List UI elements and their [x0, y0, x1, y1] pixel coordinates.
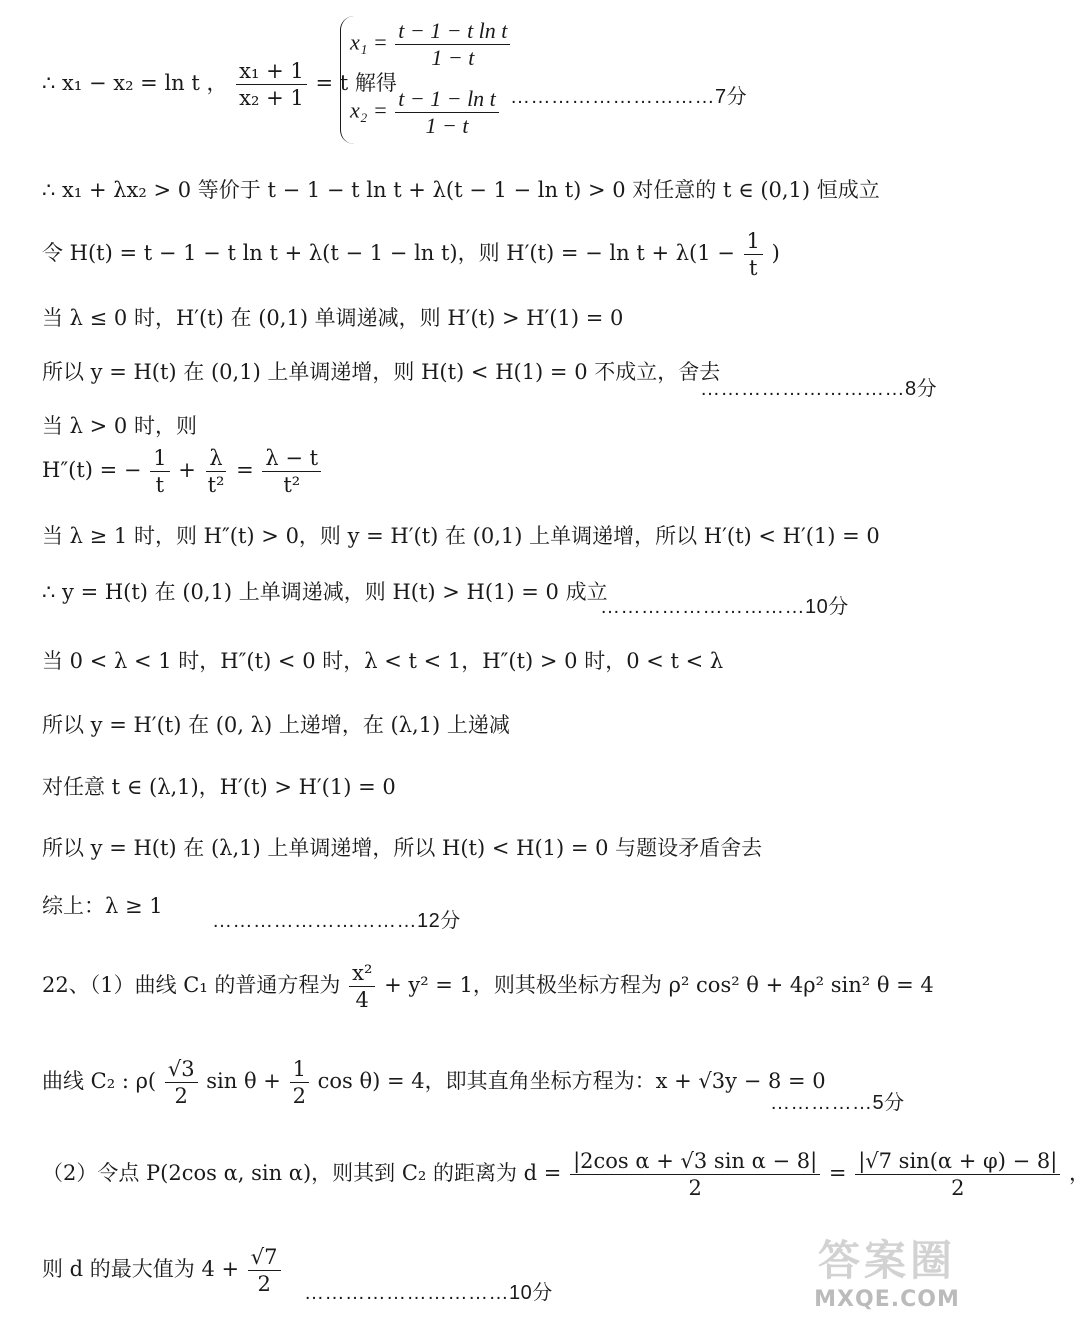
- step-line-8: 当 λ ≥ 1 时，则 H″(t) > 0，则 y = H′(t) 在 (0,1) 上单调递增，所以 H′(t) < H′(1) = 0: [42, 524, 880, 548]
- equation-text: =: [236, 458, 254, 482]
- problem-22-part-1: [42, 960, 934, 1013]
- equation-text: sin θ +: [206, 1069, 281, 1093]
- fraction-denominator: 2: [257, 1272, 271, 1296]
- step-line-9: ∴ y = H(t) 在 (0,1) 上单调递减，则 H(t) > H(1) = 0 成立: [42, 580, 608, 604]
- equation-text: H″(t) = −: [42, 458, 142, 482]
- fraction-numerator: λ − t: [262, 445, 321, 472]
- curve-c2-line: [42, 1056, 826, 1109]
- fraction-denominator: 2: [174, 1084, 188, 1108]
- fraction-denominator: t: [749, 256, 758, 280]
- equation-text: cos θ) = 4，即其直角坐标方程为：x + √3y − 8 = 0: [317, 1069, 826, 1093]
- fraction: [290, 1056, 309, 1109]
- fraction: [349, 960, 375, 1013]
- step-line-13: 所以 y = H(t) 在 (λ,1) 上单调递增，所以 H(t) < H(1) = 0 与题设矛盾舍去: [42, 836, 763, 860]
- step-line-7: [42, 445, 323, 498]
- equation-text: 则 d 的最大值为 4 +: [42, 1257, 240, 1281]
- equation-text: ): [771, 241, 780, 265]
- watermark-main-text: 答案圈: [817, 1236, 956, 1285]
- fraction-numerator: 1: [744, 228, 763, 255]
- fraction-numerator: t − 1 − t ln t: [395, 18, 510, 45]
- score-10-final: …………………………10分: [304, 1282, 553, 1304]
- step-line-5: 所以 y = H(t) 在 (0,1) 上单调递增，则 H(t) < H(1) = 0 不成立，舍去: [42, 360, 721, 384]
- fraction-denominator: 2: [292, 1084, 306, 1108]
- equation-text: ∴ x₁ − x₂ = ln t ，: [42, 71, 228, 95]
- score-7: …………………………7分: [510, 86, 748, 108]
- fraction: [395, 18, 510, 71]
- fraction-numerator: √7: [248, 1244, 281, 1271]
- score-10: …………………………10分: [600, 596, 849, 618]
- fraction: [205, 445, 228, 498]
- watermark-url: MXQE.COM: [814, 1287, 960, 1312]
- step-line-11: 所以 y = H′(t) 在 (0, λ) 上递增，在 (λ,1) 上递减: [42, 713, 510, 737]
- fraction-denominator: 2: [951, 1176, 965, 1200]
- equation-text: （2）令点 P(2cos α, sin α)，则其到 C₂ 的距离为 d =: [42, 1161, 562, 1185]
- fraction: [744, 228, 763, 281]
- fraction-denominator: 4: [355, 988, 369, 1012]
- fraction: [236, 58, 307, 111]
- equation-text: ，: [1069, 1161, 1090, 1185]
- fraction-numerator: λ: [206, 445, 225, 472]
- fraction: [262, 445, 321, 498]
- fraction-numerator: x₁ + 1: [236, 58, 307, 85]
- score-8: …………………………8分: [700, 378, 938, 400]
- step-line-14: 综上：λ ≥ 1: [42, 894, 163, 918]
- step-line-10: 当 0 < λ < 1 时，H″(t) < 0 时，λ < t < 1，H″(t) > 0 时，0 < t < λ: [42, 649, 724, 673]
- equation-text: + y² = 1，则其极坐标方程为 ρ² cos² θ + 4ρ² sin² θ = 4: [384, 973, 934, 997]
- system-lhs: x₁ =: [350, 29, 388, 55]
- equation-text: +: [178, 458, 196, 482]
- fraction: [248, 1244, 281, 1297]
- fraction-numerator: |2cos α + √3 sin α − 8|: [570, 1148, 820, 1175]
- fraction-numerator: x²: [349, 960, 375, 987]
- fraction-numerator: t − 1 − ln t: [395, 86, 499, 113]
- score-5: ……………5分: [770, 1092, 905, 1114]
- fraction-numerator: 1: [290, 1056, 309, 1083]
- step-line-3: [42, 228, 780, 281]
- fraction: [855, 1148, 1060, 1201]
- score-12: …………………………12分: [212, 910, 461, 932]
- system-row-1: [350, 18, 512, 71]
- fraction-denominator: 1 − t: [431, 45, 475, 70]
- fraction-numerator: |√7 sin(α + φ) − 8|: [855, 1148, 1060, 1175]
- fraction-denominator: t: [155, 473, 165, 497]
- system-row-2: [350, 86, 501, 139]
- watermark-logo: [802, 1235, 972, 1325]
- fraction-denominator: t²: [207, 473, 225, 497]
- fraction: [150, 445, 169, 498]
- fraction-denominator: t²: [283, 473, 301, 497]
- step-line-12: 对任意 t ∈ (λ,1)，H′(t) > H′(1) = 0: [42, 775, 396, 799]
- step-line-2: ∴ x₁ + λx₂ > 0 等价于 t − 1 − t ln t + λ(t − 1 − ln t) > 0 对任意的 t ∈ (0,1) 恒成立: [42, 178, 880, 202]
- equation-text: 22、（1）曲线 C₁ 的普通方程为: [42, 973, 341, 997]
- system-lhs: x₂ =: [350, 97, 388, 123]
- equation-text: 曲线 C₂ : ρ(: [42, 1069, 157, 1093]
- fraction-numerator: √3: [165, 1056, 198, 1083]
- fraction: [165, 1056, 198, 1109]
- fraction-denominator: 2: [688, 1176, 702, 1200]
- equation-text: =: [828, 1161, 847, 1185]
- fraction-denominator: x₂ + 1: [239, 86, 304, 110]
- max-distance-line: [42, 1244, 283, 1297]
- problem-22-part-2: [42, 1148, 1090, 1201]
- equation-text: = t 解得: [315, 71, 397, 95]
- fraction: [570, 1148, 820, 1201]
- fraction: [395, 86, 499, 139]
- step-line-6: 当 λ > 0 时，则: [42, 414, 197, 438]
- step-line-4: 当 λ ≤ 0 时，H′(t) 在 (0,1) 单调递减，则 H′(t) > H′(1) = 0: [42, 306, 624, 330]
- fraction-numerator: 1: [150, 445, 169, 472]
- equation-text: 令 H(t) = t − 1 − t ln t + λ(t − 1 − ln t)，则 H′(t) = − ln t + λ(1 −: [42, 241, 735, 265]
- fraction-denominator: 1 − t: [425, 113, 469, 138]
